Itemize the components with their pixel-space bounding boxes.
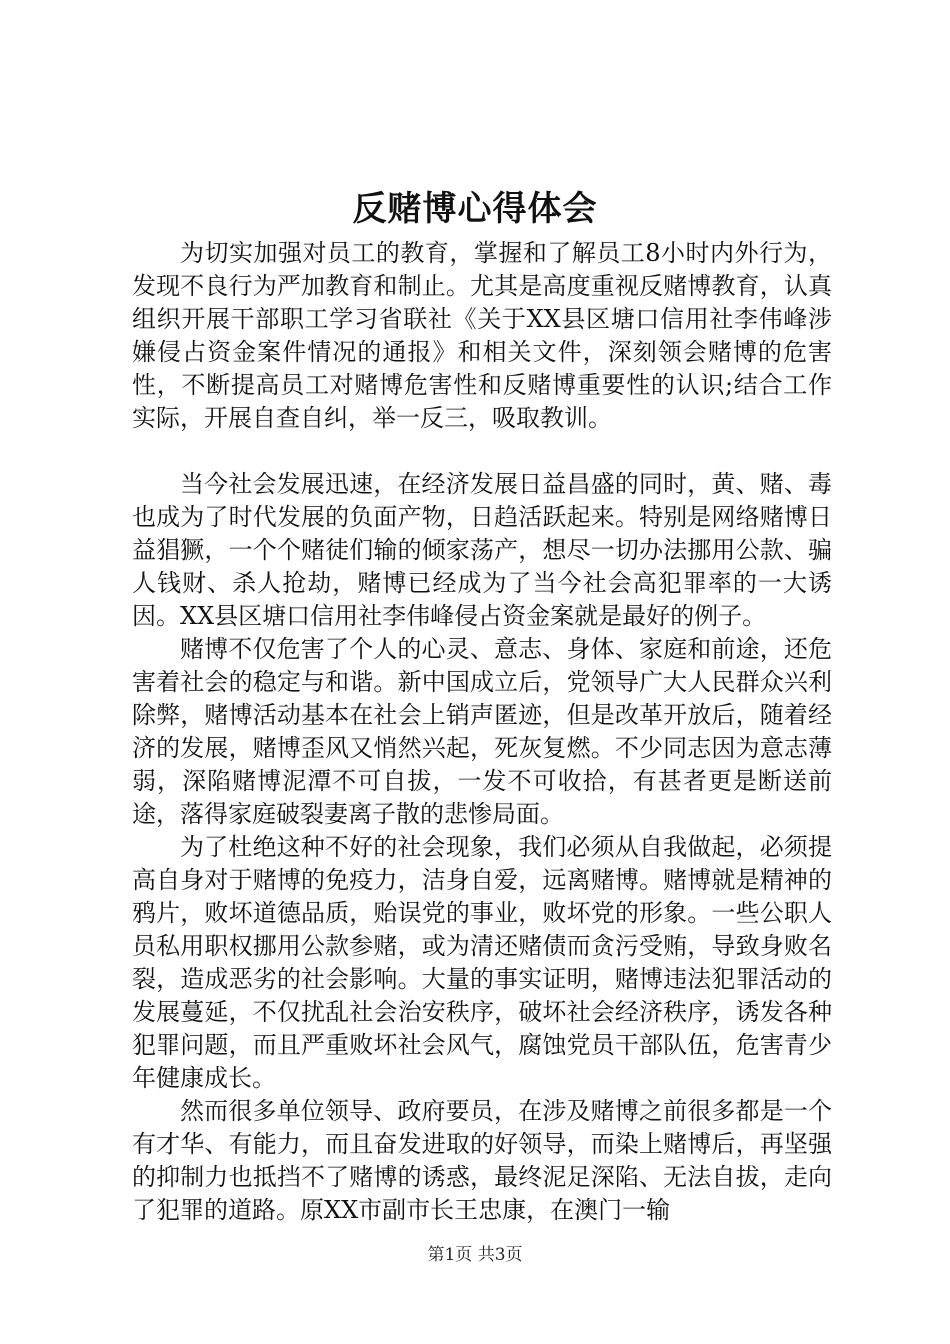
- paragraph-harm-of-gambling: 赌博不仅危害了个人的心灵、意志、身体、家庭和前途，还危害着社会的稳定与和谐。新中国成立后，党领导广大人民群众兴利除弊，赌博活动基本在社会上销声匿迹，但是改革开放后，随着经济的发展，赌博歪风又悄然兴起，死灰复燃。不少同志因为意志薄弱，深陷赌博泥潭不可自拔，一发不可收拾，有甚者更是断送前途，落得家庭破裂妻离子散的悲惨局面。: [132, 635, 832, 828]
- page-number-footer: 第1页 共3页: [427, 1245, 523, 1265]
- paragraph-intro: 为切实加强对员工的教育，掌握和了解员工8小时内外行为，发现不良行为严加教育和制止。尤其是高度重视反赌博教育，认真组织开展干部职工学习省联社《关于XX县区塘口信用社李伟峰涉嫌侵占资金案件情况的通报》和相关文件，深刻领会赌博的危害性，不断提高员工对赌博危害性和反赌博重要性的认识;结合工作实际，开展自查自纠，举一反三，吸取教训。: [132, 239, 832, 432]
- document-title: 反赌博心得体会: [352, 189, 598, 229]
- paragraph-social-development: 当今社会发展迅速，在经济发展日益昌盛的同时，黄、赌、毒也成为了时代发展的负面产物，日趋活跃起来。特别是网络赌博日益猖獗，一个个赌徒们输的倾家荡产，想尽一切办法挪用公款、骗人钱财、杀人抢劫，赌博已经成为了当今社会高犯罪率的一大诱因。XX县区塘口信用社李伟峰侵占资金案就是最好的例子。: [132, 470, 832, 630]
- paragraph-leaders-example: 然而很多单位领导、政府要员，在涉及赌博之前很多都是一个有才华、有能力，而且奋发进取的好领导，而染上赌博后，再坚强的抑制力也抵挡不了赌博的诱惑，最终泥足深陷、无法自拔，走向了犯罪的道路。原XX市副市长王忠康，在澳门一输: [132, 1097, 832, 1224]
- paragraph-spacer: [132, 435, 832, 468]
- paragraph-self-discipline: 为了杜绝这种不好的社会现象，我们必须从自我做起，必须提高自身对于赌博的免疫力，洁身自爱，远离赌博。赌博就是精神的鸦片，败坏道德品质，贻误党的事业，败坏党的形象。一些公职人员私用职权挪用公款参赌，或为清还赌债而贪污受贿，导致身败名裂，造成恶劣的社会影响。大量的事实证明，赌博违法犯罪活动的发展蔓延，不仅扰乱社会治安秩序，破坏社会经济秩序，诱发各种犯罪问题，而且严重败坏社会风气，腐蚀党员干部队伍，危害青少年健康成长。: [132, 833, 832, 1092]
- document-body: [132, 237, 832, 1227]
